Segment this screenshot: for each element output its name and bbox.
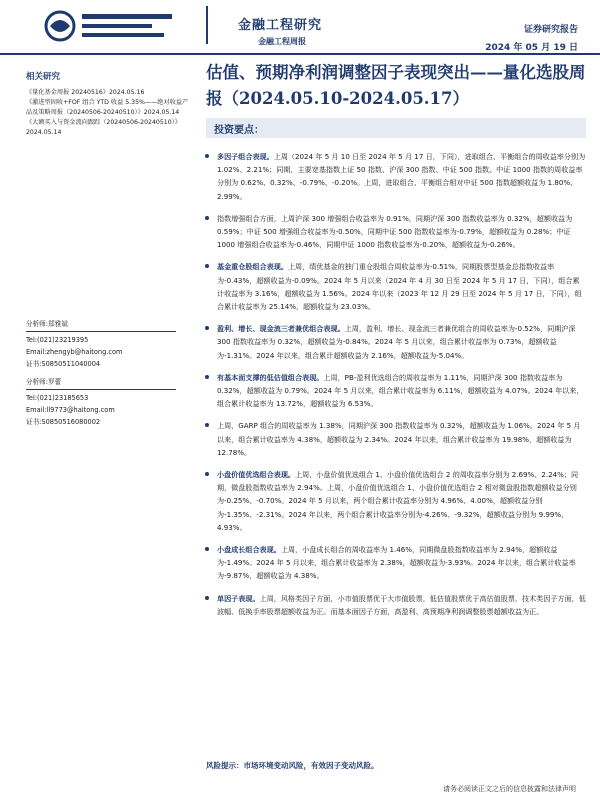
related-heading: 相关研究 — [26, 72, 61, 82]
highlight-paragraph — [202, 419, 586, 459]
bullet-icon — [205, 423, 209, 427]
paragraph-text: 上周（2024 年 5 月 10 日至 2024 年 5 月 17 日，下同），进取组合、平衡组合的周收益率分别为 1.02%、2.21%；同期，主要宽基指数上证 50 指数、沪深 300 指数、中证 500 指数、中证 1000 指数的周收益率分别为 0.62%、0.32%、-0.79%、-0.20%。上周，进取组合、平衡组合相对中证 500 指数超额收益为 1.80%、2.99%。 — [217, 152, 586, 201]
paragraph-text: 上周，GARP 组合的周收益率为 1.38%，同期沪深 300 指数收益率为 0.32%，超额收益为 1.06%。2024 年 5 月以来，组合累计收益率为 4.38%，超额收益为 2.34%。2024 年以来，组合累计收益率为 19.98%，超额收益为 12.78%。 — [217, 421, 581, 457]
bullet-icon — [205, 154, 209, 158]
analyst-card — [26, 318, 186, 370]
paragraph-text: 上周，小盘成长组合的周收益率为 1.46%，同期微盘股指数收益率为 2.94%，超额收益为-1.49%。2024 年 5 月以来，组合累计收益率为 2.38%，超额收益为-3.93%。2024 年以来，组合累计收益率为-9.87%，超额收益为 4.38%。 — [217, 545, 576, 581]
paragraph-text: 指数增强组合方面，上周沪深 300 增强组合收益率为 0.91%，同期沪深 300 指数收益率为 0.32%，超额收益为 0.59%；中证 500 增强组合收益率为-0.50%，同期中证 500 指数收益率为-0.79%，超额收益为 0.28%；中证 1000 增强组合收益率为-0.46%，同期中证 1000 指数收益率为-0.20%，超额收益为-0.26%。 — [217, 213, 573, 250]
related-item[interactable]: 《大额买入与资金流向跟踪（20240506-20240510）》2024.05.14 — [26, 119, 181, 136]
header-series: 金融工程周报 — [258, 37, 306, 46]
related-item[interactable]: 《量化基金周报 20240516》2024.05.16 — [26, 89, 145, 96]
analyst-email[interactable]: Email:ll9773@haitong.com — [26, 406, 115, 414]
highlight-paragraph — [202, 150, 586, 203]
bullet-icon — [205, 547, 209, 551]
analyst-name: 分析师:郑雅斌 — [26, 320, 68, 328]
analyst-divider — [26, 389, 176, 390]
investment-highlights-body — [202, 150, 586, 627]
bullet-icon — [205, 264, 209, 268]
analyst-card — [26, 376, 186, 428]
bullet-icon — [205, 326, 209, 330]
paragraph-lead: 单因子表现。 — [217, 593, 260, 603]
highlight-paragraph — [202, 212, 586, 252]
analyst-divider — [26, 331, 176, 332]
paragraph-text: 上周，盈利、增长、现金流三者兼优组合的周收益率为-0.52%，同期沪深 300 指数收益率为 0.32%，超额收益为-0.84%。2024 年 5 月以来，组合累计收益率为 0.73%，超额收益为-1.31%。2024 年以来，组合累计超额收益为 2.16%，超额收益为-5.04%。 — [217, 324, 576, 360]
bullet-icon — [205, 472, 209, 476]
header-rule — [0, 53, 600, 55]
investment-highlights-label: 投资要点： — [214, 125, 264, 136]
paragraph-text: 上周，绩优基金的独门重仓股组合周收益率为-0.51%，同期股票型基金总指数收益率为-0.43%，超额收益为-0.09%。2024 年 5 月以来（2024 年 4 月 30 日至 2024 年 5 月 17 日，下同），组合累计收益率为 3.16%，超额收益为 1.56%。2024 年以来（2023 年 12 月 29 日至 2024 年 5 月 17 日，下同），组合累计收益率为 25.14%，超额收益为 23.03%。 — [217, 262, 582, 312]
highlight-paragraph — [202, 543, 586, 583]
analyst-cert: 证书:S0850511040004 — [26, 360, 101, 368]
header-date: 2024 年 05 月 19 日 — [485, 43, 578, 53]
related-item[interactable]: 《激进型固收+FOF 组合 YTD 收益 5.35%——绝对收益产品及策略周报（20240506-20240510）》2024.05.14 — [26, 99, 189, 116]
paragraph-text: 上周，风格类因子方面，小市值股票优于大市值股票，低估值股票优于高估值股票，技术类因子方面，低波幅、低换手率股票超额收益为正。而基本面因子方面，高盈利、高预期净利润调整股票超额收益为正。 — [217, 593, 586, 616]
bullet-icon — [205, 596, 209, 600]
page-footer: 请务必阅读正文之后的信息披露和法律声明 — [443, 785, 576, 793]
bullet-icon — [205, 216, 209, 220]
header-report-type: 证券研究报告 — [523, 25, 578, 35]
highlight-paragraph — [202, 468, 586, 534]
header-company: 金融工程研究 — [238, 18, 323, 33]
risk-warning: 风险提示：市场环境变动风险，有效因子变动风险。 — [206, 761, 379, 770]
analyst-tel: Tel:(021)23185653 — [26, 394, 89, 402]
analyst-name: 分析师:罗蕾 — [26, 378, 62, 386]
analyst-cert: 证书:S0850516080002 — [26, 418, 101, 426]
highlight-paragraph — [202, 260, 586, 313]
investment-highlights-bar — [206, 118, 586, 138]
highlight-paragraph — [202, 592, 586, 618]
company-logo — [0, 0, 200, 50]
paragraph-lead: 有基本面支撑的低估值组合表现。 — [217, 372, 324, 382]
paragraph-lead: 小盘成长组合表现。 — [217, 545, 281, 555]
paragraph-lead: 多因子组合表现。 — [217, 152, 274, 161]
logo-icon — [0, 0, 200, 50]
bullet-icon — [205, 375, 209, 379]
highlight-paragraph — [202, 371, 586, 411]
paragraph-lead: 基金重仓股组合表现。 — [217, 262, 288, 272]
analyst-tel: Tel:(021)23219395 — [26, 336, 89, 344]
analyst-email[interactable]: Email:zhengyb@haitong.com — [26, 348, 123, 356]
report-title: 估值、预期净利润调整因子表现突出——量化选股周报（2024.05.10-2024.05.17） — [206, 63, 586, 108]
related-research — [26, 70, 194, 138]
paragraph-text: 上周，小盘价值优选组合 1、小盘价值优选组合 2 的周收益率分别为 2.69%、2.24%；同期，微盘股指数收益率为 2.94%。上周，小盘价值优选组合 1、小盘价值优选组合 2 相对微盘股指数超额收益分别为-0.25%、-0.70%。2024 年 5 月以来，两个组合累计收益率分别为 4.96%、4.00%，超额收益分别为-1.35%、-2.31%。2024 年以来，两个组合累计收益率分别为-4.26%、-9.32%，超额收益分别为 9.99%、4.93%。 — [217, 470, 579, 532]
header-divider — [206, 6, 208, 44]
highlight-paragraph — [202, 322, 586, 362]
paragraph-lead: 盈利、增长、现金流三者兼优组合表现。 — [217, 324, 345, 334]
paragraph-text: 上周，PB-盈利优选组合的周收益率为 1.11%，同期沪深 300 指数收益率为 0.32%，超额收益为 0.79%。2024 年 5 月以来，组合累计收益率为 6.11%，超额收益为 4.07%。2024 年以来，组合累计收益率为 13.72%，超额收益为 6.53%。 — [217, 372, 584, 409]
paragraph-lead: 小盘价值优选组合表现。 — [217, 470, 296, 480]
